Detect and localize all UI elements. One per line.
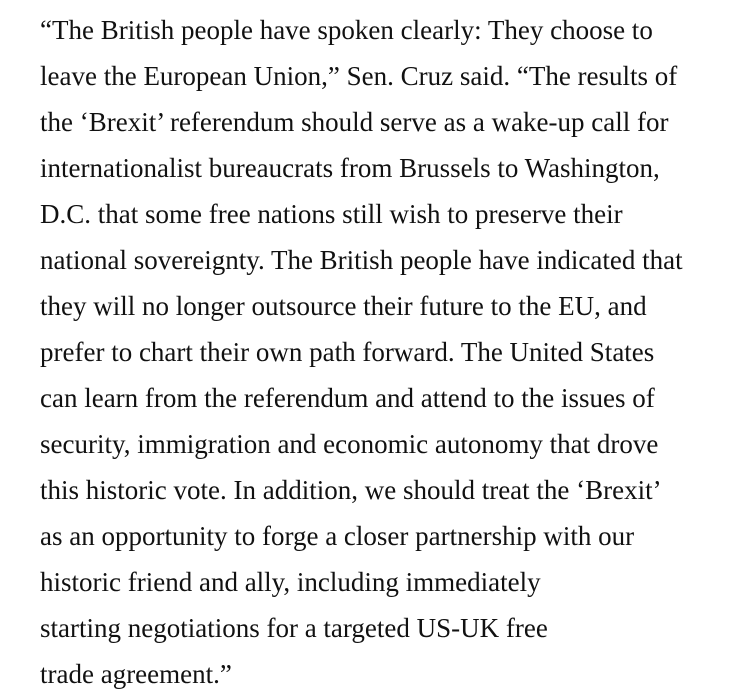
quote-line: as an opportunity to forge a closer partnership with our bbox=[40, 521, 635, 551]
quote-line: historic friend and ally, including immediately bbox=[40, 567, 541, 597]
quote-line: can learn from the referendum and attend to the issues of bbox=[40, 383, 655, 413]
quote-line: internationalist bureaucrats from Brussels to Washington, bbox=[40, 153, 660, 183]
quote-line: national sovereignty. The British people have indicated that bbox=[40, 245, 683, 275]
quote-line: “The British people have spoken clearly: They choose to bbox=[40, 15, 653, 45]
quote-line: the ‘Brexit’ referendum should serve as a wake-up call for bbox=[40, 107, 669, 137]
quote-line: they will no longer outsource their future to the EU, and bbox=[40, 291, 647, 321]
quote-line: security, immigration and economic autonomy that drove bbox=[40, 429, 659, 459]
quote-line: prefer to chart their own path forward. The United States bbox=[40, 337, 655, 367]
quote-line: leave the European Union,” Sen. Cruz said. “The results of bbox=[40, 61, 678, 91]
quote-line: starting negotiations for a targeted US-UK free bbox=[40, 613, 548, 643]
quote-line: this historic vote. In addition, we should treat the ‘Brexit’ bbox=[40, 475, 662, 505]
quote-line: trade agreement.” bbox=[40, 659, 232, 689]
quote-paragraph bbox=[40, 7, 683, 697]
quote-line: D.C. that some free nations still wish to preserve their bbox=[40, 199, 623, 229]
